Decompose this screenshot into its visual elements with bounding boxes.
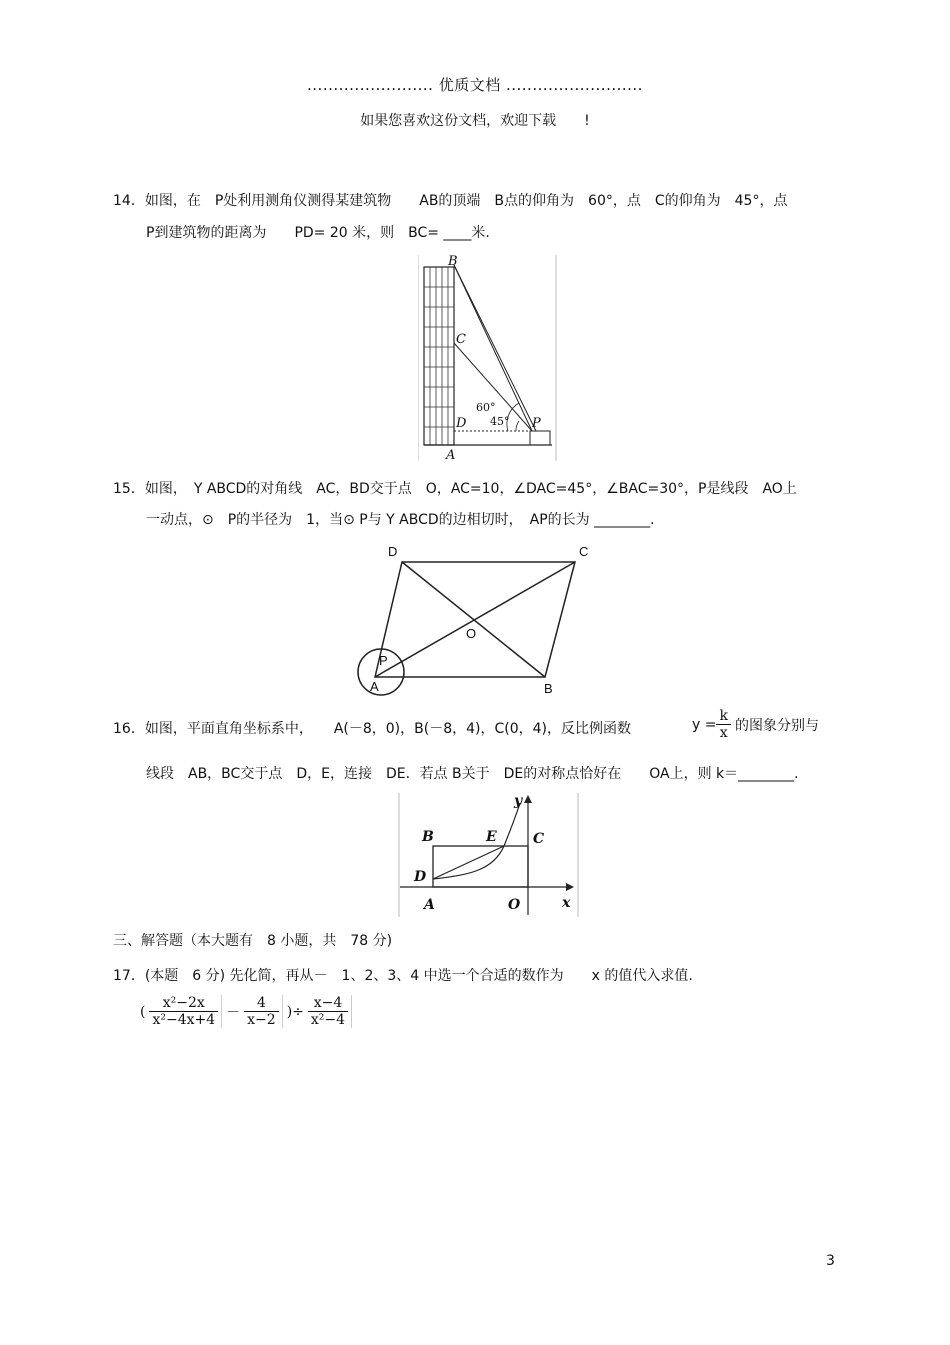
q14-label-a: A: [446, 448, 456, 463]
q17-formula: [140, 995, 352, 1028]
section3-title: 三、解答题（本大题有 8 小题，共 78 分): [113, 933, 393, 949]
q17-fraction-2: [244, 995, 283, 1028]
q16-line1b: 的图象分别与: [734, 717, 819, 734]
q16-label-y: y: [514, 793, 523, 809]
q17-line1: 17．(本题 6 分) 先化简，再从－ 1、2、3、4 中选一个合适的数作为 x 的值代入求值.: [113, 968, 693, 984]
q16-function: [692, 708, 819, 741]
q17-f2-denominator: x−2: [247, 1012, 276, 1028]
q15-label-p: P: [379, 653, 388, 668]
q17-f2-numerator: 4: [244, 995, 279, 1012]
q14-label-d: D: [456, 416, 467, 431]
q15-label-b: B: [544, 681, 553, 696]
q17-f3-numerator: x−4: [308, 995, 348, 1012]
q14-label-p: P: [532, 416, 541, 431]
q16-x: x: [719, 725, 728, 741]
q17-minus: －: [226, 1004, 241, 1021]
q16-k-over-x: [716, 708, 730, 741]
q14-label-b: B: [448, 254, 458, 269]
q14-angle-45: 45°: [490, 415, 510, 428]
q14-figure: [418, 253, 558, 463]
q15-label-o: O: [466, 626, 477, 641]
q17-f1-denominator: x²−4x+4: [152, 1012, 216, 1028]
q17-fraction-3: [308, 995, 352, 1028]
header-title: ........................ 优质文档 ..........................: [307, 76, 643, 94]
q15-label-a: A: [370, 679, 379, 694]
q17-fraction-1: [149, 995, 222, 1028]
page-number: 3: [826, 1253, 835, 1269]
q15-figure: [350, 540, 600, 700]
q14-line1: 14．如图，在 P处利用测角仪测得某建筑物 AB的顶端 B点的仰角为 60°，点 C的仰角为 45°，点: [113, 193, 788, 209]
q17-open-paren: (: [140, 1003, 146, 1020]
q16-label-b: B: [422, 829, 434, 845]
q16-label-c: C: [533, 831, 545, 847]
q16-label-a: A: [424, 897, 435, 913]
q16-line2: 线段 AB，BC交于点 D，E，连接 DE．若点 B关于 DE的对称点恰好在 OA上，则 k＝________.: [146, 766, 799, 782]
q15-label-d: D: [388, 544, 398, 559]
q16-y-eq: y =: [692, 716, 717, 733]
q16-label-x: x: [562, 895, 571, 911]
q17-close-divide: )÷: [286, 1003, 304, 1020]
q15-line1: 15．如图， Y ABCD的对角线 AC，BD交于点 O，AC=10，∠DAC=45°，∠BAC=30°，P是线段 AO上: [113, 481, 797, 497]
q15-line2: 一动点，⊙ P的半径为 1，当⊙ P与 Y ABCD的边相切时， AP的长为 ________.: [146, 512, 655, 528]
q16-line1a: 16．如图，平面直角坐标系中， A(－8，0)，B(－8，4)，C(0，4)，反比例函数: [113, 721, 631, 737]
q17-f1-numerator: x²−2x: [149, 995, 218, 1012]
q15-label-c: C: [579, 544, 589, 559]
q14-line2: P到建筑物的距离为 PD= 20 米，则 BC= ____米.: [146, 225, 490, 241]
q16-figure: [398, 791, 580, 919]
header-subtitle: 如果您喜欢这份文档，欢迎下载 !: [360, 113, 590, 129]
q16-label-d: D: [414, 869, 427, 885]
q16-label-o: O: [508, 897, 521, 913]
q16-label-e: E: [486, 829, 497, 845]
q14-angle-60: 60°: [476, 401, 496, 414]
q14-label-c: C: [456, 332, 466, 347]
q17-f3-denominator: x²−4: [310, 1012, 346, 1028]
q16-k: k: [716, 708, 730, 725]
